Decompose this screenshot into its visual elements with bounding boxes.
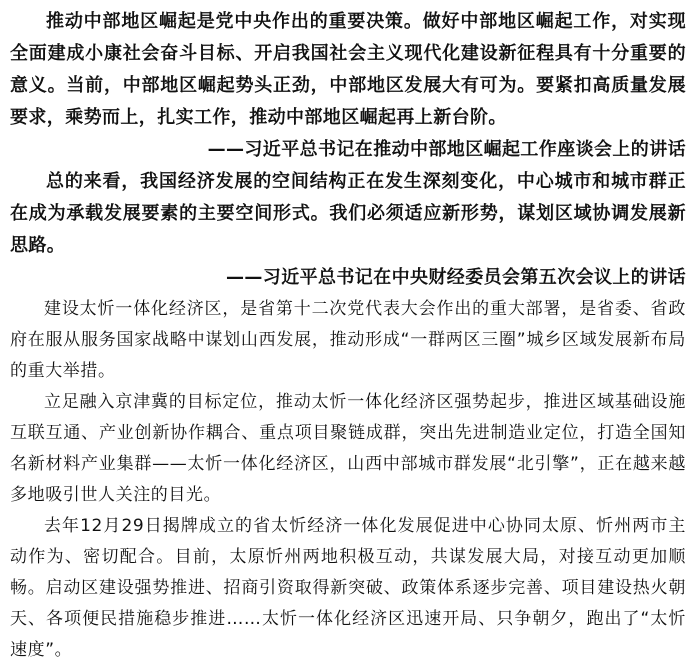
quote-paragraph-2: 总的来看，我国经济发展的空间结构正在发生深刻变化，中心城市和城市群正在成为承载发展要素的主要空间形式。我们必须适应新形势，谋划区域协调发展新思路。 [10,171,686,256]
body-paragraph-3: 去年12月29日揭牌成立的省太忻经济一体化发展促进中心协同太原、忻州两市主动作为、密切配合。目前，太原忻州两地积极互动，共谋发展大局，对接互动更加顺畅。启动区建设强势推进、招商引资取得新突破、政策体系逐步完善、项目建设热火朝天、各项便民措施稳步推进……太忻一体化经济区迅速开局、只争朝夕，跑出了“太忻速度”。 [10,516,686,660]
body-paragraph-1: 建设太忻一体化经济区，是省第十二次党代表大会作出的重大部署，是省委、省政府在服从服务国家战略中谋划山西发展，推动形成“一群两区三圈”城乡区域发展新布局的重大举措。 [10,299,686,381]
quote-attribution-1: ——习近平总书记在推动中部地区崛起工作座谈会上的讲话 [207,139,686,160]
body-paragraph-2: 立足融入京津冀的目标定位，推动太忻一体化经济区强势起步，推进区域基础设施互联互通、产业创新协作耦合、重点项目聚链成群，突出先进制造业定位，打造全国知名新材料产业集群——太忻一体化经济区，山西中部城市群发展“北引擎”，正在越来越多地吸引世人关注的目光。 [10,392,686,505]
quote-attribution-2: ——习近平总书记在中央财经委员会第五次会议上的讲话 [226,267,686,288]
quote-paragraph-1: 推动中部地区崛起是党中央作出的重要决策。做好中部地区崛起工作，对实现全面建成小康社会奋斗目标、开启我国社会主义现代化建设新征程具有十分重要的意义。当前，中部地区崛起势头正劲，中部地区发展大有可为。要紧扣高质量发展要求，乘势而上，扎实工作，推动中部地区崛起再上新台阶。 [10,11,686,128]
